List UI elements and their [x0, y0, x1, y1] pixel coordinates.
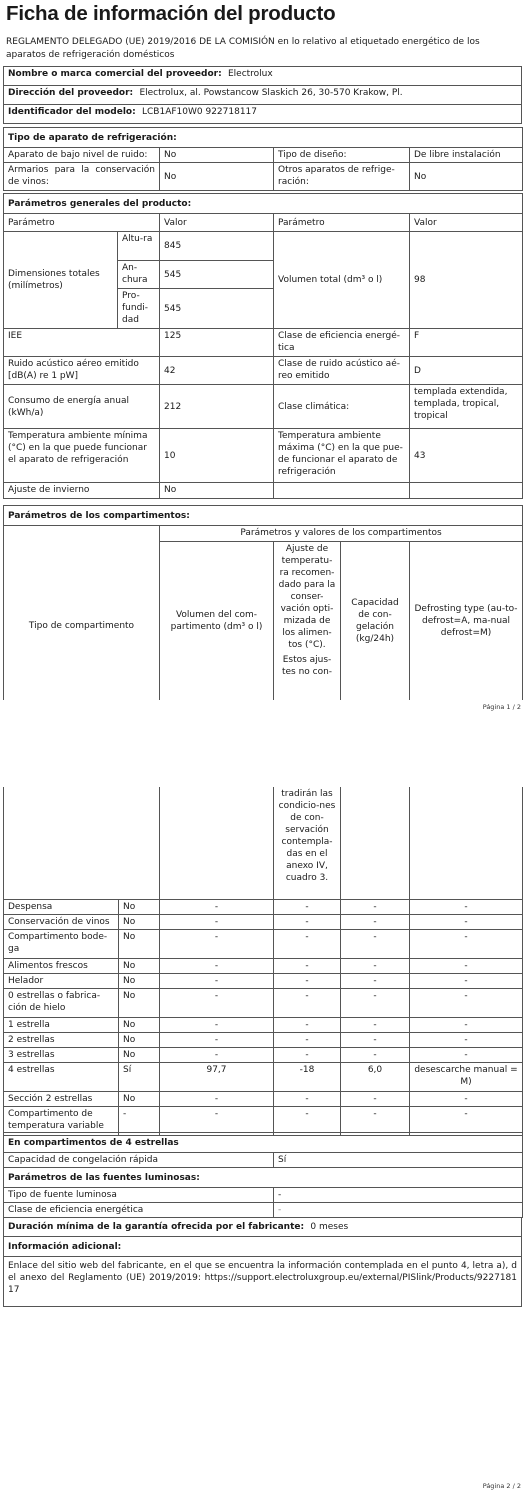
warranty-row	[4, 1218, 522, 1237]
supplier-address-label: Dirección del proveedor:	[8, 88, 134, 98]
compartment-temperature: -	[274, 914, 341, 929]
compartment-temperature: -	[274, 929, 341, 958]
compartment-row	[4, 899, 523, 914]
compartment-freezing-capacity: -	[341, 988, 410, 1017]
fast-freeze-value: Sí	[274, 1153, 523, 1168]
compartment-present: No	[119, 1047, 160, 1062]
compartment-name: 3 estrellas	[4, 1047, 119, 1062]
noise-class-value: D	[410, 357, 523, 385]
compartment-name: Sección 2 estrellas	[4, 1091, 119, 1106]
compartment-volume: -	[160, 914, 274, 929]
depth-label: Pro-fundi-dad	[118, 289, 160, 329]
empty-cell	[274, 483, 410, 499]
empty-cell	[410, 787, 523, 899]
climate-class-label: Clase climática:	[274, 385, 410, 429]
page-number-2: Página 2 / 2	[482, 1482, 521, 1490]
compartment-volume: -	[160, 1091, 274, 1106]
design-type-label: Tipo de diseño:	[274, 148, 410, 163]
compartment-freezing-capacity: -	[341, 1091, 410, 1106]
supplier-address-row	[4, 86, 522, 105]
wine-storage-label: Armarios para la conservación de vinos:	[4, 163, 160, 191]
compartment-present: No	[119, 973, 160, 988]
compartment-volume: -	[160, 1032, 274, 1047]
compartment-present: No	[119, 1032, 160, 1047]
min-temperature-label: Temperatura ambiente mínima (°C) en la que puede funcionar el aparato de refrigeración	[4, 429, 160, 483]
other-appliance-label: Otros aparatos de refrige-ración:	[274, 163, 410, 191]
fast-freeze-label: Capacidad de congelación rápida	[4, 1153, 274, 1168]
supplier-name-row	[4, 67, 522, 86]
compartment-temperature: -	[274, 1032, 341, 1047]
compartment-temperature: -	[274, 973, 341, 988]
max-temperature-label: Temperatura ambiente máxima (°C) en la que pue-de funcionar el aparato de refrigeración	[274, 429, 410, 483]
compartment-temperature: -18	[274, 1062, 341, 1091]
winter-setting-value: No	[160, 483, 274, 499]
noise-value: 42	[160, 357, 274, 385]
compartment-name: Compartimento de temperatura variable	[4, 1106, 119, 1135]
compartments-header-table	[3, 505, 523, 700]
compartment-defrost-type: -	[410, 914, 523, 929]
compartment-present: No	[119, 914, 160, 929]
general-parameters-table	[3, 193, 523, 499]
col-freezing-capacity: Capacidad de con-gelación (kg/24h)	[341, 542, 410, 700]
compartment-name: Conservación de vinos	[4, 914, 119, 929]
eei-label: IEE	[4, 329, 160, 357]
compartment-row	[4, 1091, 523, 1106]
compartment-freezing-capacity: -	[341, 1047, 410, 1062]
compartment-volume: -	[160, 899, 274, 914]
compartment-volume: -	[160, 1106, 274, 1135]
compartment-freezing-capacity: -	[341, 914, 410, 929]
noise-class-label: Clase de ruido acústico aé-reo emitido	[274, 357, 410, 385]
col-header-value: Valor	[160, 214, 274, 232]
compartment-temperature: -	[274, 1017, 341, 1032]
max-temperature-value: 43	[410, 429, 523, 483]
compartment-temperature: -	[274, 988, 341, 1017]
wine-storage-value: No	[160, 163, 274, 191]
compartment-parameters-header: Parámetros y valores de los compartimentos	[160, 526, 523, 542]
compartment-freezing-capacity: -	[341, 958, 410, 973]
col-header-value-2: Valor	[410, 214, 523, 232]
model-id-value: LCB1AF10W0 922718117	[142, 107, 258, 117]
col-defrosting-type: Defrosting type (au-to-defrost=A, ma-nual defrost=M)	[410, 542, 523, 700]
light-source-heading: Parámetros de las fuentes luminosas:	[4, 1168, 523, 1188]
compartment-defrost-type: desescarche manual = M)	[410, 1062, 523, 1091]
appliance-type-heading: Tipo de aparato de refrigeración:	[4, 128, 523, 148]
compartment-present: No	[119, 899, 160, 914]
compartment-name: Alimentos frescos	[4, 958, 119, 973]
compartment-defrost-type: -	[410, 929, 523, 958]
design-type-value: De libre instalación	[410, 148, 523, 163]
compartment-temperature: -	[274, 1047, 341, 1062]
col-compartment-type: Tipo de compartimento	[4, 526, 160, 700]
empty-cell	[410, 483, 523, 499]
compartment-row	[4, 1047, 523, 1062]
light-type-label: Tipo de fuente luminosa	[4, 1188, 274, 1203]
compartment-freezing-capacity: -	[341, 929, 410, 958]
compartment-defrost-type: -	[410, 1047, 523, 1062]
compartment-name: 2 estrellas	[4, 1032, 119, 1047]
compartment-row	[4, 1032, 523, 1047]
page-1	[0, 0, 525, 717]
compartments-table	[3, 787, 523, 1136]
compartment-defrost-type: -	[410, 988, 523, 1017]
compartment-name: 4 estrellas	[4, 1062, 119, 1091]
col-header-parameter: Parámetro	[4, 214, 160, 232]
efficiency-class-label: Clase de eficiencia energé-tica	[274, 329, 410, 357]
compartment-defrost-type: -	[410, 899, 523, 914]
compartment-defrost-type: -	[410, 973, 523, 988]
depth-value: 545	[160, 289, 274, 329]
document-title: Ficha de información del producto	[6, 2, 336, 25]
general-parameters-heading: Parámetros generales del producto:	[4, 194, 523, 214]
compartment-temperature: -	[274, 899, 341, 914]
compartment-present: No	[119, 929, 160, 958]
compartment-defrost-type: -	[410, 1106, 523, 1135]
compartment-temperature: -	[274, 958, 341, 973]
supplier-name-label: Nombre o marca comercial del proveedor:	[8, 69, 222, 79]
light-class-label: Clase de eficiencia energética	[4, 1203, 274, 1218]
dimensions-label: Dimensiones totales (milímetros)	[4, 232, 118, 329]
compartment-volume: 97,7	[160, 1062, 274, 1091]
energy-consumption-value: 212	[160, 385, 274, 429]
compartment-volume: -	[160, 973, 274, 988]
compartment-defrost-type: -	[410, 1091, 523, 1106]
width-value: 545	[160, 261, 274, 289]
page-2	[0, 785, 525, 1500]
page-number-1: Página 1 / 2	[482, 703, 521, 711]
total-volume-label: Volumen total (dm³ o l)	[274, 232, 410, 329]
compartment-name: Compartimento bode-ga	[4, 929, 119, 958]
compartment-row	[4, 929, 523, 958]
noise-label: Ruido acústico aéreo emitido [dB(A) re 1 pW]	[4, 357, 160, 385]
climate-class-value: templada extendida, templada, tropical, tropical	[410, 385, 523, 429]
col-temperature-continued: tradirán las condicio-nes de con-servación contempla-das en el anexo IV, cuadro 3.	[274, 787, 341, 899]
regulation-subtitle: REGLAMENTO DELEGADO (UE) 2019/2016 DE LA COMISIÓN en lo relativo al etiquetado energético de los aparatos de refrigeración domésticos	[6, 37, 480, 60]
compartment-volume: -	[160, 929, 274, 958]
four-star-heading: En compartimentos de 4 estrellas	[4, 1133, 523, 1153]
compartment-row	[4, 973, 523, 988]
col-recommended-temperature	[274, 542, 341, 700]
light-class-value: -	[274, 1203, 523, 1218]
low-noise-label: Aparato de bajo nivel de ruido:	[4, 148, 160, 163]
compartment-present: Sí	[119, 1062, 160, 1091]
height-label: Altu-ra	[118, 232, 160, 261]
compartment-present: No	[119, 1091, 160, 1106]
compartment-name: Helador	[4, 973, 119, 988]
compartment-row	[4, 914, 523, 929]
light-source-table	[3, 1167, 523, 1218]
compartment-temperature: -	[274, 1091, 341, 1106]
efficiency-class-value: F	[410, 329, 523, 357]
compartment-volume: -	[160, 1047, 274, 1062]
height-value: 845	[160, 232, 274, 261]
compartment-defrost-type: -	[410, 1032, 523, 1047]
compartment-row	[4, 1062, 523, 1091]
compartment-name: 1 estrella	[4, 1017, 119, 1032]
compartment-freezing-capacity: -	[341, 1017, 410, 1032]
warranty-value: 0 meses	[310, 1222, 349, 1232]
other-appliance-value: No	[410, 163, 523, 191]
compartment-present: -	[119, 1106, 160, 1135]
compartment-volume: -	[160, 1017, 274, 1032]
compartment-name: Despensa	[4, 899, 119, 914]
supplier-address-value: Electrolux, al. Powstancow Slaskich 26, 30-570 Krakow, Pl.	[139, 88, 403, 98]
supplier-table	[3, 66, 522, 124]
warranty-table	[3, 1217, 522, 1307]
compartment-defrost-type: -	[410, 1017, 523, 1032]
additional-info-text: Enlace del sitio web del fabricante, en el que se encuentra la información contemplada en el punto 4, letra a), del anexo del Reglamento (UE) 2019/2019: https://support.electroluxgroup.eu/external/PISlink/Products/922718117	[4, 1257, 522, 1307]
additional-info-heading: Información adicional:	[4, 1237, 522, 1257]
compartment-freezing-capacity: 6,0	[341, 1062, 410, 1091]
compartment-volume: -	[160, 988, 274, 1017]
compartment-row	[4, 988, 523, 1017]
model-id-label: Identificador del modelo:	[8, 107, 136, 117]
col-temp-text: Ajuste de temperatu-ra recomen-dado para la conser-vación opti-mizada de los alimen-tos (°C).	[278, 544, 336, 650]
supplier-name-value: Electrolux	[227, 69, 273, 79]
compartment-volume: -	[160, 958, 274, 973]
compartment-present: No	[119, 988, 160, 1017]
compartment-temperature: -	[274, 1106, 341, 1135]
compartment-freezing-capacity: -	[341, 1106, 410, 1135]
low-noise-value: No	[160, 148, 274, 163]
col-temp-text-cont: Estos ajus-tes no con-	[281, 655, 333, 677]
compartment-freezing-capacity: -	[341, 973, 410, 988]
warranty-label: Duración mínima de la garantía ofrecida por el fabricante:	[8, 1222, 305, 1232]
four-star-table	[3, 1132, 523, 1168]
compartment-row	[4, 958, 523, 973]
empty-cell	[341, 787, 410, 899]
appliance-type-table	[3, 127, 523, 191]
col-header-parameter-2: Parámetro	[274, 214, 410, 232]
total-volume-value: 98	[410, 232, 523, 329]
light-type-value: -	[274, 1188, 523, 1203]
compartment-freezing-capacity: -	[341, 1032, 410, 1047]
empty-cell	[160, 787, 274, 899]
compartment-freezing-capacity: -	[341, 899, 410, 914]
winter-setting-label: Ajuste de invierno	[4, 483, 160, 499]
compartment-present: No	[119, 958, 160, 973]
compartment-defrost-type: -	[410, 958, 523, 973]
compartment-row	[4, 1106, 523, 1135]
compartment-row	[4, 1017, 523, 1032]
compartment-name: 0 estrellas o fabrica-ción de hielo	[4, 988, 119, 1017]
energy-consumption-label: Consumo de energía anual (kWh/a)	[4, 385, 160, 429]
width-label: An-chura	[118, 261, 160, 289]
compartments-heading: Parámetros de los compartimentos:	[4, 506, 523, 526]
col-compartment-volume: Volumen del com-partimento (dm³ o l)	[160, 542, 274, 700]
min-temperature-value: 10	[160, 429, 274, 483]
empty-cell	[4, 787, 160, 899]
compartment-present: No	[119, 1017, 160, 1032]
eei-value: 125	[160, 329, 274, 357]
model-id-row	[4, 105, 522, 124]
